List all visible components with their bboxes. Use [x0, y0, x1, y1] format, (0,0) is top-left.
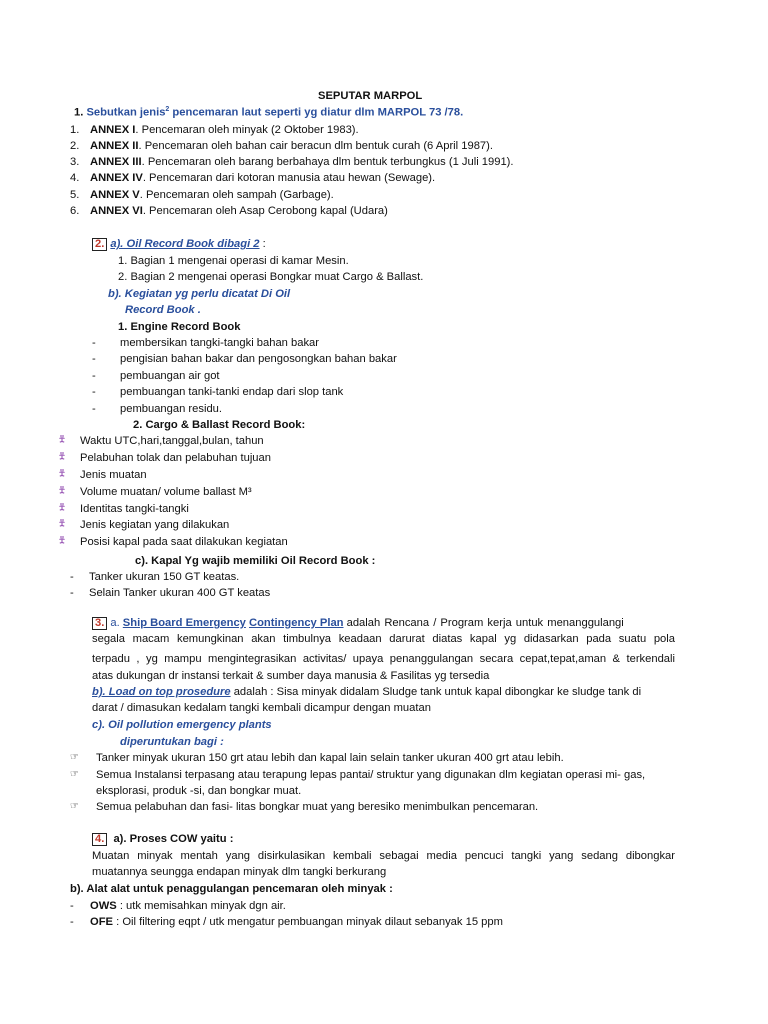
purple-bullet-icon [59, 469, 65, 477]
annex-item: 2. ANNEX II. Pencemaran oleh bahan cair beracun dlm bentuk curah (6 April 1987). [70, 140, 493, 152]
question-3-c-subheading: diperuntukan bagi : [120, 736, 224, 748]
annex-item: 5. ANNEX V. Pencemaran oleh sampah (Garbage). [70, 189, 334, 201]
list-item: Identitas tangki-tangki [80, 503, 189, 515]
pointing-hand-icon: ☞ [70, 801, 79, 812]
purple-bullet-icon [59, 486, 65, 494]
list-item: 2. Bagian 2 mengenai operasi Bongkar muat Cargo & Ballast. [118, 271, 424, 283]
question-3-c-heading: c). Oil pollution emergency plants [92, 719, 272, 731]
paragraph-line: muatannya seungga endapan minyak dlm tangki berkurang [92, 866, 387, 878]
ship-board-emergency-link[interactable]: Ship Board Emergency [122, 617, 246, 629]
question-number-box: 3. [92, 617, 107, 630]
list-item: - membersikan tangki-tangki bahan bakar [92, 337, 319, 349]
paragraph-line: segala macam kemungkinan akan timbulnya keadaan darurat diatas kapal yg didasarkan pada suatu pola [92, 633, 675, 645]
purple-bullet-icon [59, 435, 65, 443]
annex-item: 3. ANNEX III. Pencemaran oleh barang berbahaya dlm bentuk terbungkus (1 Juli 1991). [70, 156, 514, 168]
list-item: - pembuangan residu. [92, 403, 223, 415]
paragraph-line: terpadu , yg mampu mengintegrasikan activitas/ upaya penanggulangan secara cepat,tepat,aman & terkendali [92, 653, 675, 665]
list-item: Posisi kapal pada saat dilakukan kegiatan [80, 536, 288, 548]
list-item: Volume muatan/ volume ballast M³ [80, 486, 252, 498]
list-item: - OWS : utk memisahkan minyak dgn air. [70, 900, 286, 912]
question-4-a-heading [92, 833, 233, 846]
annex-item: 4. ANNEX IV. Pencemaran dari kotoran manusia atau hewan (Sewage). [70, 172, 436, 184]
cow-process-heading: a). Proses COW yaitu : [113, 833, 234, 845]
question-number-box: 2. [92, 238, 107, 251]
pointing-hand-icon: ☞ [70, 752, 79, 763]
list-item: Jenis muatan [80, 469, 147, 481]
load-on-top-heading: b). Load on top prosedure [92, 686, 231, 698]
list-item: - pengisian bahan bakar dan pengosongkan bahan bakar [92, 353, 397, 365]
list-item: Semua Instalansi terpasang atau terapung lepas pantai/ struktur yang digunakan dlm kegiatan operasi mi- gas, [96, 769, 646, 781]
purple-bullet-icon [59, 536, 65, 544]
list-item: Semua pelabuhan dan fasi- litas bongkar muat yang beresiko menimbulkan pencemaran. [96, 801, 539, 813]
paragraph-line: Muatan minyak mentah yang disirkulasikan kembali sebagai media pencuci tangki yang sedang dibongkar [92, 850, 675, 862]
annex-item: 6. ANNEX VI. Pencemaran oleh Asap Cerobong kapal (Udara) [70, 205, 388, 217]
purple-bullet-icon [59, 503, 65, 511]
question-text: Sebutkan jenis [86, 106, 166, 119]
question-number: 1. [74, 106, 84, 119]
purple-bullet-icon [59, 519, 65, 527]
annex-item: 1. ANNEX I. Pencemaran oleh minyak (2 Oktober 1983). [70, 124, 359, 136]
list-item-continuation: eksplorasi, produk -si, dan bongkar muat. [96, 785, 302, 797]
pointing-hand-icon: ☞ [70, 769, 79, 780]
paragraph-line: darat / dimasukan kedalam tangki kembali dicampur dengan muatan [92, 702, 431, 714]
question-4-b-heading: b). Alat alat untuk penaggulangan pencemaran oleh minyak : [70, 883, 393, 895]
list-item: - Selain Tanker ukuran 400 GT keatas [70, 587, 271, 599]
list-item: - Tanker ukuran 150 GT keatas. [70, 571, 240, 583]
question-2-a-heading: 2. a). Oil Record Book dibagi 2 : [92, 238, 266, 251]
list-item: - pembuangan tanki-tanki endap dari slop tank [92, 386, 344, 398]
question-2-b-heading-cont: Record Book . [125, 304, 201, 316]
question-text-rest: pencemaran laut seperti yg diatur dlm MARPOL 73 /78. [169, 106, 464, 119]
question-3-line-1: 3. a. Ship Board Emergency Contingency Plan adalah Rencana / Program kerja untuk menanggulangi [92, 617, 675, 630]
list-item: - OFE : Oil filtering eqpt / utk mengatur pembuangan minyak dilaut sebanyak 15 ppm [70, 916, 503, 928]
question-3-b-line-1: b). Load on top prosedure adalah : Sisa minyak didalam Sludge tank untuk kapal dibongkar ke sludge tank di [92, 686, 642, 698]
purple-bullet-icon [59, 452, 65, 460]
question-number-box: 4. [92, 833, 107, 846]
list-item: Jenis kegiatan yang dilakukan [80, 519, 230, 531]
list-item: - pembuangan air got [92, 370, 220, 382]
question-2-c-heading: c). Kapal Yg wajib memiliki Oil Record Book : [135, 555, 376, 567]
list-item: Tanker minyak ukuran 150 grt atau lebih dan kapal lain selain tanker ukuran 400 grt atau lebih. [96, 752, 564, 764]
engine-record-book-title: 1. Engine Record Book [118, 321, 241, 333]
question-1-heading [74, 106, 463, 119]
list-item: Waktu UTC,hari,tanggal,bulan, tahun [80, 435, 264, 447]
superscript: 2 [165, 106, 170, 113]
paragraph-line: atas dukungan dr instansi terkait & sumber daya manusia & Fasilitas yg tersedia [92, 670, 490, 682]
cargo-ballast-record-book-title: 2. Cargo & Ballast Record Book: [133, 419, 306, 431]
question-2-b-heading: b). Kegiatan yg perlu dicatat Di Oil [108, 288, 291, 300]
list-item: Pelabuhan tolak dan pelabuhan tujuan [80, 452, 271, 464]
list-item: 1. Bagian 1 mengenai operasi di kamar Mesin. [118, 255, 349, 267]
contingency-plan-link[interactable]: Contingency Plan [249, 617, 344, 629]
oil-record-book-heading: a). Oil Record Book dibagi 2 [110, 238, 260, 250]
page-title: SEPUTAR MARPOL [318, 90, 423, 102]
